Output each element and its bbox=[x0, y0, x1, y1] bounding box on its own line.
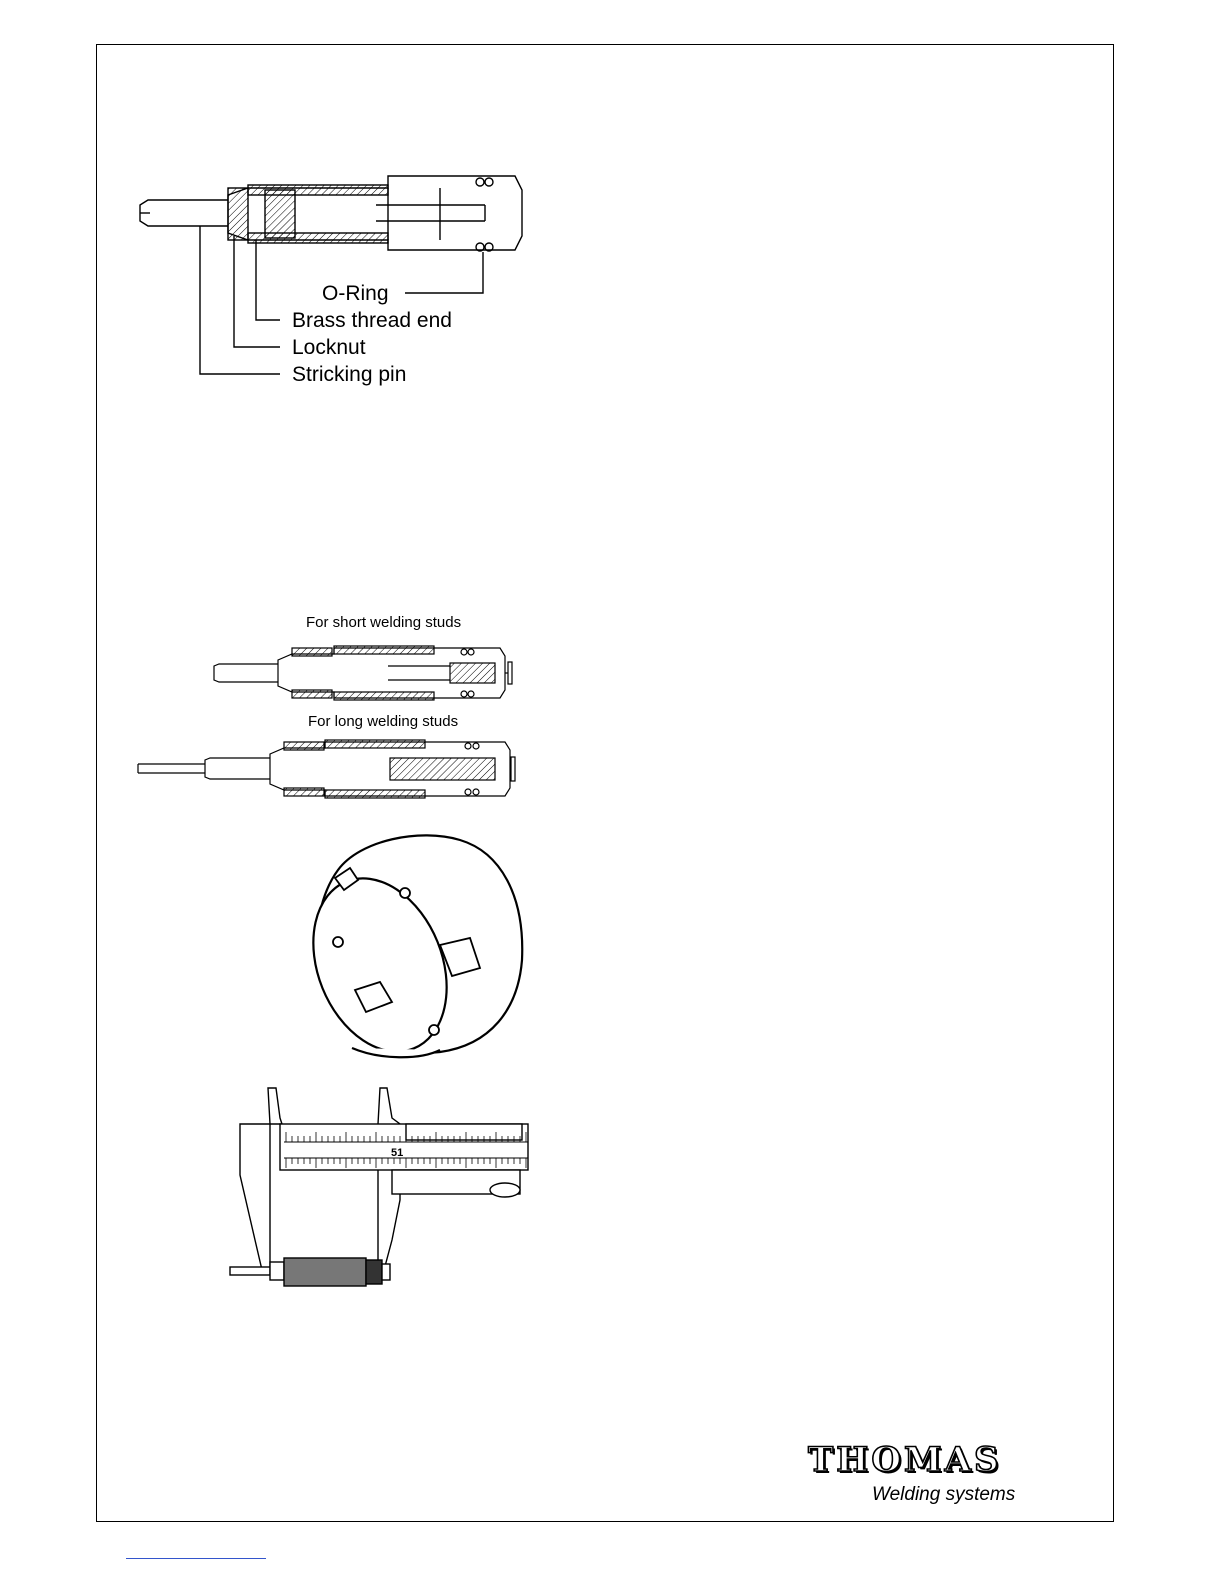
callout-oring: O-Ring bbox=[322, 282, 389, 305]
caption-short-studs: For short welding studs bbox=[306, 614, 462, 631]
thomas-logo: THOMAS bbox=[808, 1440, 1002, 1480]
caption-long-studs: For long welding studs bbox=[308, 713, 459, 730]
logo-subtitle: Welding systems bbox=[872, 1484, 1016, 1505]
callout-brass-thread-end: Brass thread end bbox=[292, 309, 452, 332]
callout-stricking-pin: Stricking pin bbox=[292, 363, 407, 386]
caliper-reading: 51 bbox=[391, 1147, 404, 1159]
footer-rule bbox=[126, 1558, 266, 1559]
callout-locknut: Locknut bbox=[292, 336, 366, 359]
